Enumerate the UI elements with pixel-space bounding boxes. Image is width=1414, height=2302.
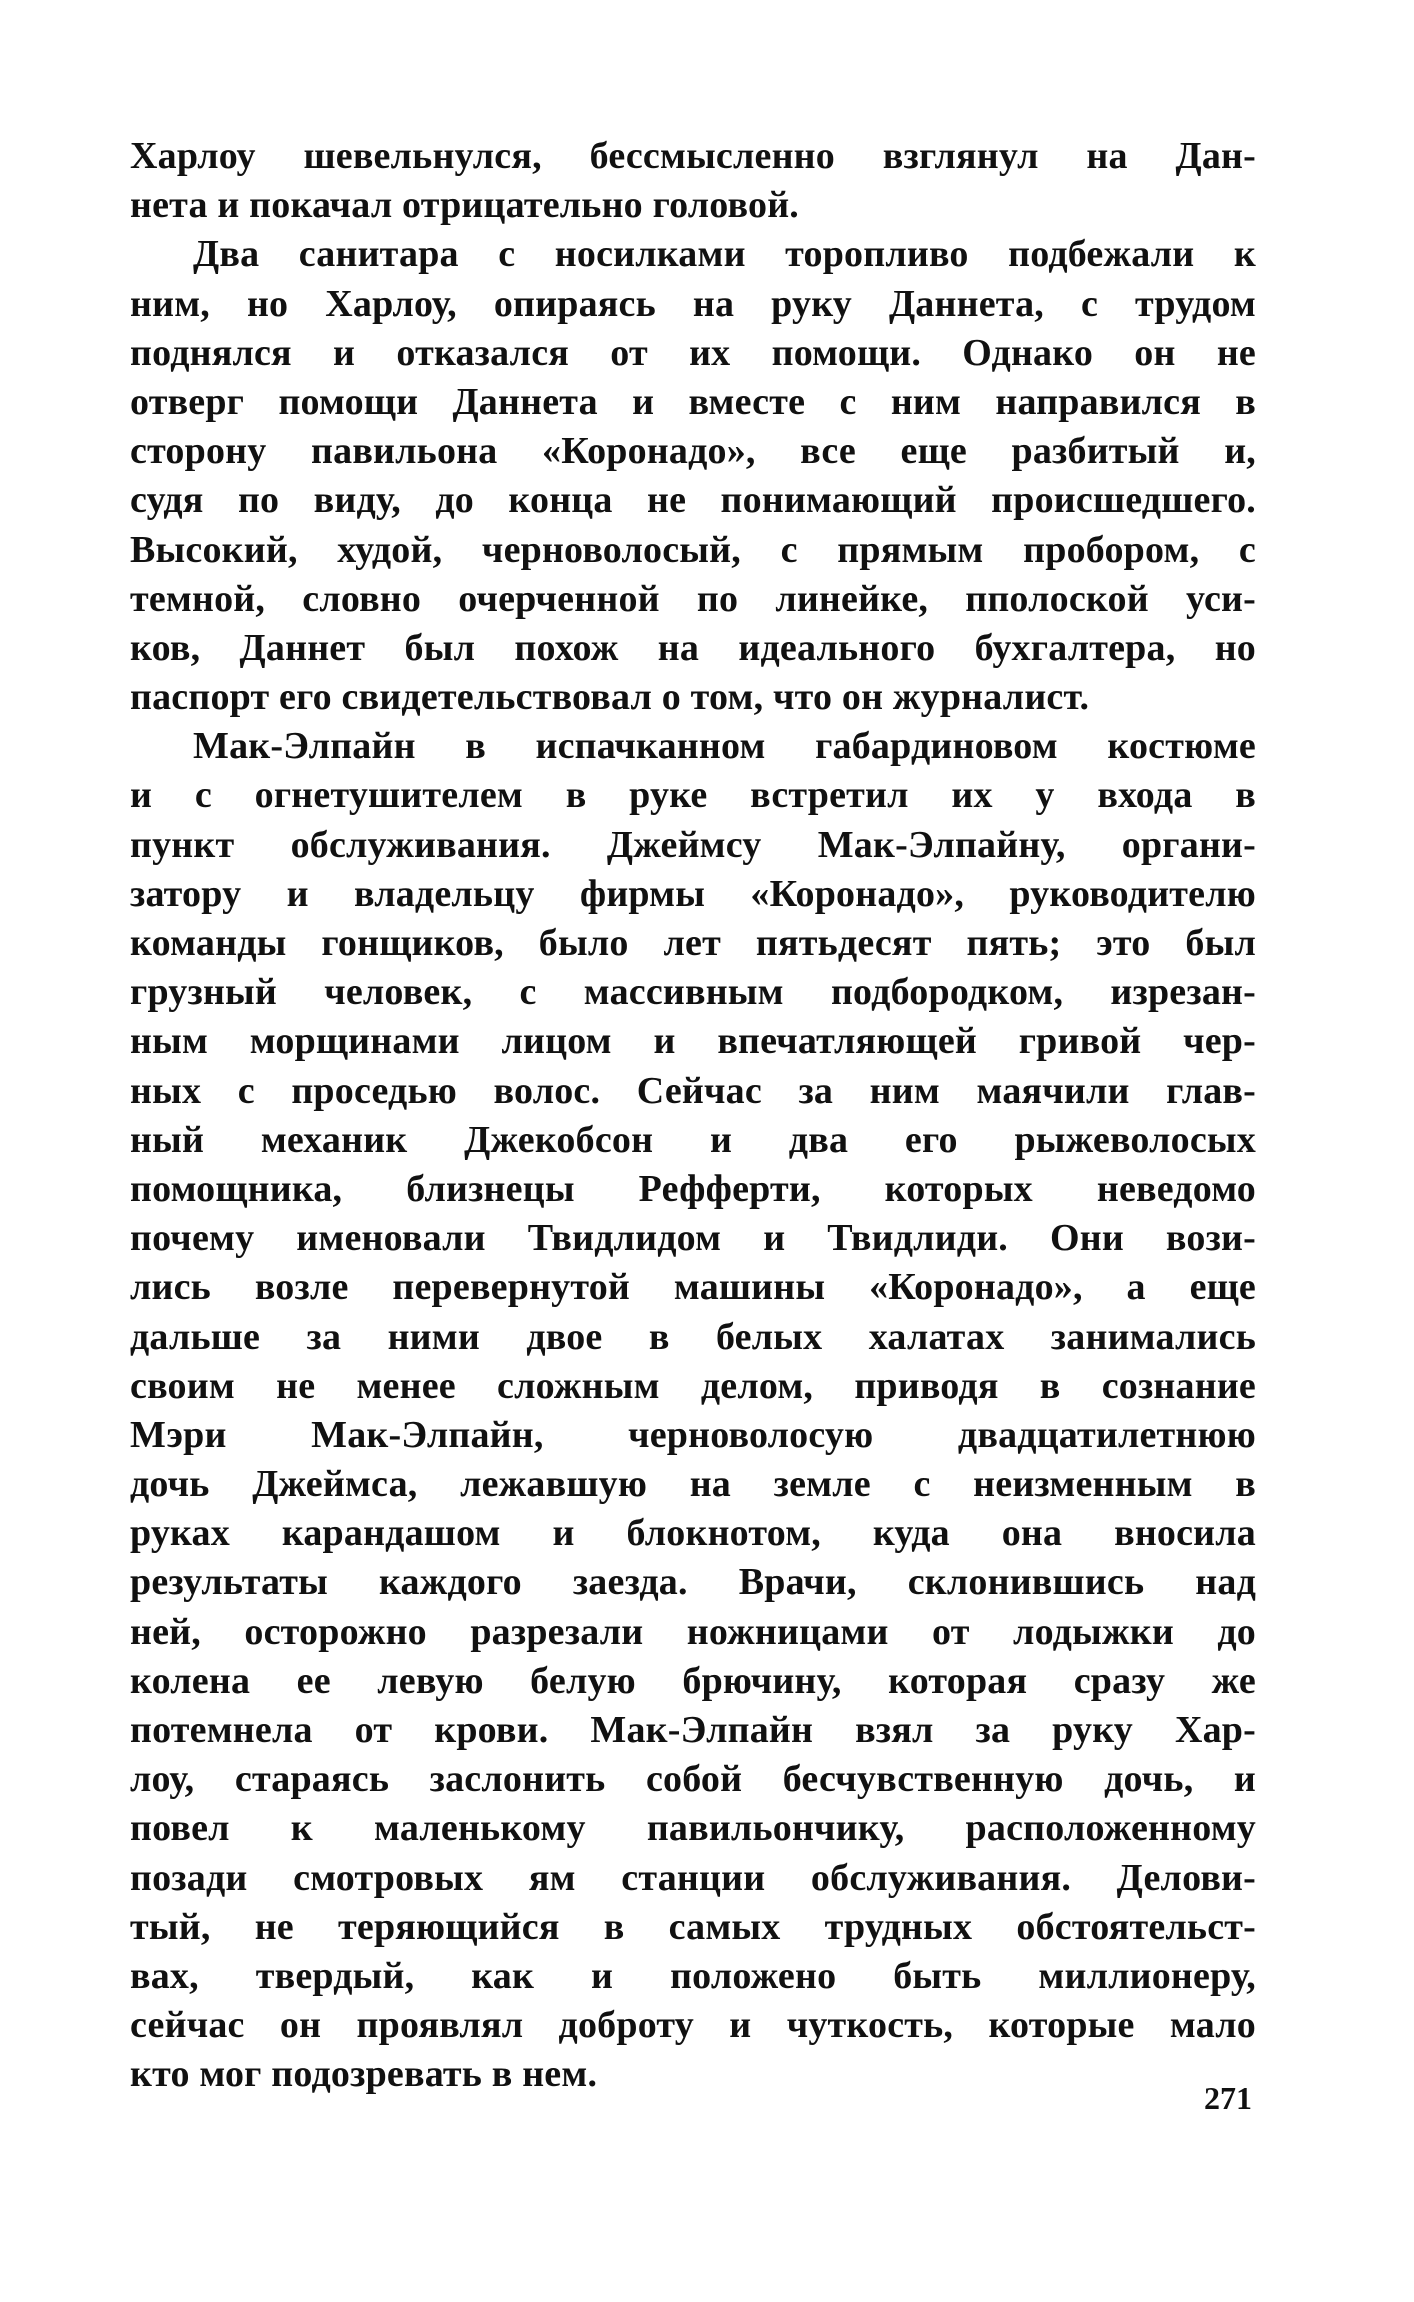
text-line: ным морщинами лицом и впечатляющей гривой чер- [130, 1020, 1256, 1063]
text-line: дочь Джеймса, лежавшую на земле с неизменным в [130, 1463, 1256, 1506]
text-line: команды гонщиков, было лет пятьдесят пять; это был [130, 922, 1256, 964]
text-line: затору и владельцу фирмы «Коронадо», руководителю [130, 872, 1256, 915]
text-line: помощника, близнецы Рефферти, которых неведомо [130, 1167, 1256, 1210]
text-line: ков, Даннет был похож на идеального бухгалтера, но [130, 626, 1256, 669]
text-line: лись возле перевернутой машины «Коронадо», а еще [130, 1266, 1256, 1309]
text-line: Харлоу шевельнулся, бессмысленно взглянул на Дан- [130, 135, 1256, 177]
text-line: сторону павильона «Коронадо», все еще разбитый и, [130, 430, 1256, 473]
text-line: руках карандашом и блокнотом, куда она вносила [130, 1512, 1256, 1555]
text-line: тый, не теряющийся в самых трудных обстоятельст- [130, 1905, 1256, 1948]
paragraph [130, 230, 1256, 722]
text-line: отверг помощи Даннета и вместе с ним направился в [130, 380, 1256, 423]
text-line: вах, твердый, как и положено быть миллионеру, [130, 1954, 1256, 1997]
text-line: своим не менее сложным делом, приводя в сознание [130, 1364, 1256, 1407]
text-line: темной, словно очерченной по линейке, пполоской уси- [130, 577, 1256, 620]
text-line: повел к маленькому павильончику, расположенному [130, 1807, 1256, 1850]
text-line: грузный человек, с массивным подбородком, изрезан- [130, 971, 1256, 1014]
text-line: ним, но Харлоу, опираясь на руку Даннета, с трудом [130, 282, 1256, 325]
text-line: Мэри Мак-Элпайн, черноволосую двадцатилетнюю [130, 1413, 1256, 1456]
text-line: судя по виду, до конца не понимающий происшедшего. [130, 479, 1256, 522]
text-line: кто мог подозревать в нем. [130, 2053, 598, 2096]
text-line: дальше за ними двое в белых халатах занимались [130, 1315, 1256, 1358]
text-line: колена ее левую белую брючину, которая сразу же [130, 1659, 1256, 1702]
paragraph [130, 132, 1256, 230]
text-line: Мак-Элпайн в испачканном габардиновом костюме [193, 725, 1256, 768]
text-line: потемнела от крови. Мак-Элпайн взял за руку Хар- [130, 1709, 1256, 1751]
text-line: лоу, стараясь заслонить собой бесчувственную дочь, и [130, 1758, 1256, 1801]
text-line: ных с проседью волос. Сейчас за ним маячили глав- [130, 1069, 1256, 1112]
text-line: паспорт его свидетельствовал о том, что он журналист. [130, 676, 1090, 719]
page-number: 271 [1204, 2080, 1252, 2116]
text-line: и с огнетушителем в руке встретил их у входа в [130, 774, 1256, 817]
text-line: ней, осторожно разрезали ножницами от лодыжки до [130, 1610, 1256, 1653]
text-line: нета и покачал отрицательно головой. [130, 184, 800, 227]
text-line: Высокий, худой, черноволосый, с прямым пробором, с [130, 528, 1256, 571]
body-text [130, 132, 1256, 2100]
text-line: позади смотровых ям станции обслуживания. Делови- [130, 1856, 1256, 1899]
paragraph [130, 722, 1256, 2099]
text-line: почему именовали Твидлидом и Твидлиди. Они вози- [130, 1217, 1256, 1260]
text-line: Два санитара с носилками торопливо подбежали к [193, 233, 1256, 276]
text-line: сейчас он проявлял доброту и чуткость, которые мало [130, 2004, 1256, 2047]
text-line: результаты каждого заезда. Врачи, склонившись над [130, 1561, 1256, 1604]
text-line: поднялся и отказался от их помощи. Однако он не [130, 331, 1256, 374]
text-line: пункт обслуживания. Джеймсу Мак-Элпайну, органи- [130, 823, 1256, 866]
text-line: ный механик Джекобсон и два его рыжеволосых [130, 1118, 1256, 1161]
